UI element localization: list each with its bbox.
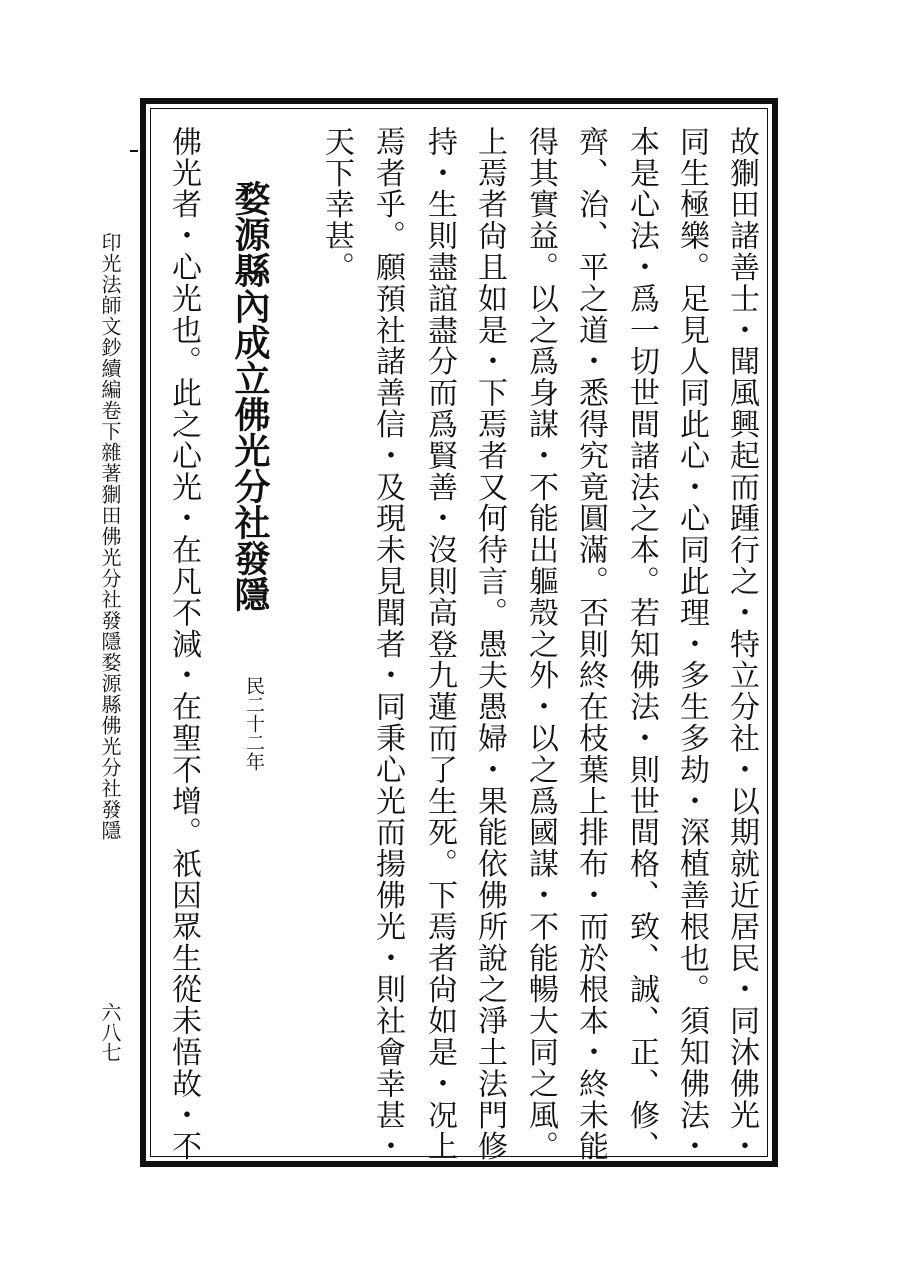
article-title: 婺源縣內成立佛光分社發隱 <box>229 180 271 612</box>
article-date: 民二十二年 <box>243 676 265 771</box>
text-column: 同生極樂。足見人同此心・心同此理・多生多劫・深植善根也。須知佛法・ <box>674 126 709 1163</box>
margin-tick <box>130 150 138 152</box>
text-column: 焉者乎。願預社諸善信・及現未見聞者・同秉心光而揚佛光・則社會幸甚・ <box>370 126 405 1163</box>
text-column: 得其實益。以之爲身謀・不能出軀殼之外・以之爲國謀・不能暢大同之風。 <box>523 126 558 1163</box>
running-header-book: 印光法師文鈔續編卷下 <box>98 232 122 442</box>
page-number: 六八七 <box>98 1002 122 1062</box>
running-header-article-prev: 猘田佛光分社發隱 <box>98 484 122 652</box>
text-column: 齊、治、平之道・悉得究竟圓滿。否則終在枝葉上排布・而於根本・終未能 <box>573 126 608 1163</box>
text-column: 天下幸甚。 <box>319 126 354 283</box>
running-header <box>100 232 142 841</box>
running-header-article-curr: 婺源縣佛光分社發隱 <box>98 652 122 841</box>
text-column: 佛光者・心光也。此之心光・在凡不減・在聖不增。祇因眾生從未悟故・不 <box>166 126 201 1163</box>
text-column: 本是心法・爲一切世間諸法之本。若知佛法・則世間格、致、誠、正、修、 <box>624 126 659 1163</box>
text-column: 持・生則盡誼盡分而爲賢善・沒則高登九蓮而了生死。下焉者尙如是・况上 <box>422 126 457 1163</box>
text-column: 故猘田諸善士・聞風興起而踵行之・特立分社・以期就近居民・同沐佛光・ <box>724 126 759 1163</box>
running-header-section: 雜著 <box>98 442 122 484</box>
text-column: 上焉者尙且如是・下焉者又何待言。愚夫愚婦・果能依佛所說之淨土法門修 <box>472 126 507 1163</box>
